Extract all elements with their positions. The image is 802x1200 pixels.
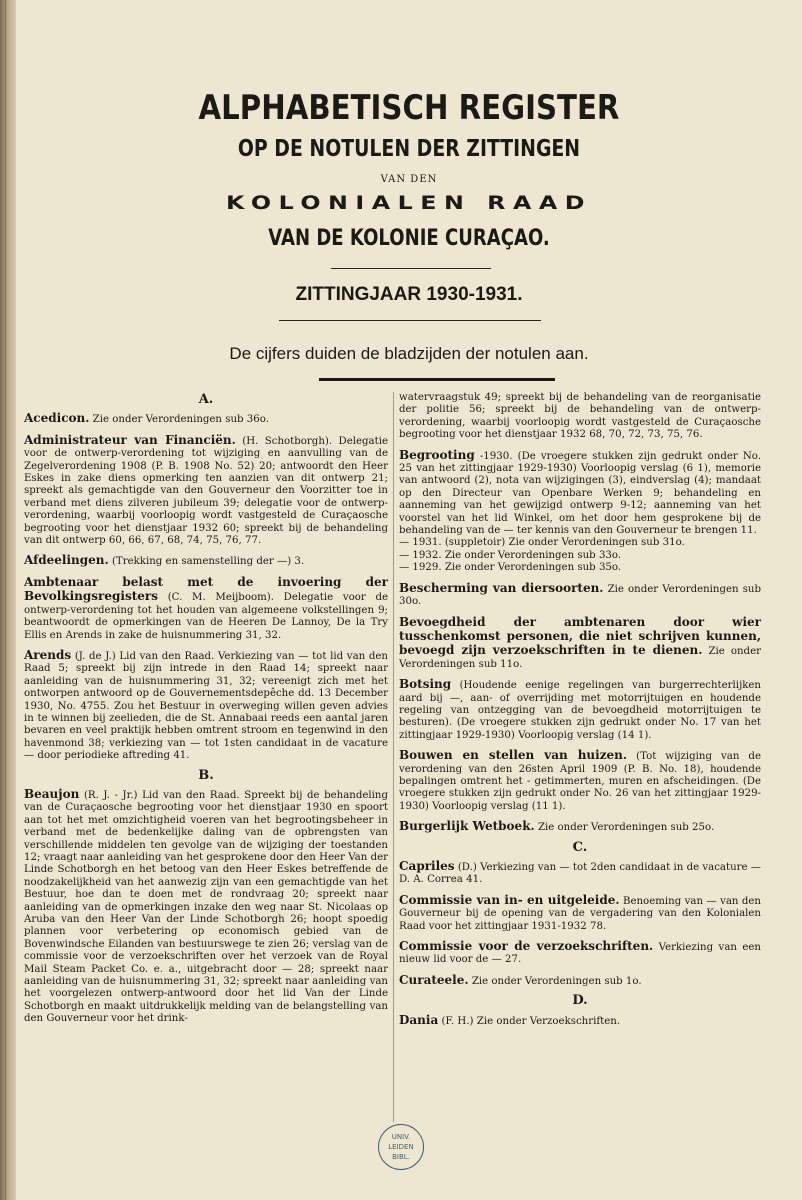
entry-term: Bouwen en stellen van huizen.	[399, 748, 628, 763]
colony-name: VAN DE KOLONIE CURAÇAO.	[268, 226, 550, 251]
stamp-line-1: UNIV.	[391, 1133, 411, 1141]
entry-text: (D.) Verkiezing van — tot 2den candidaat in de vacature — D. A. Correa 41.	[399, 862, 761, 886]
entry-text: (Houdende eenige regelingen van burgerrechterlijken aard bij —, aan- of overrijding met motorrijtuigen en houdende regeling van ontzegging van de bevoegdheid motorrijtuigen te besturen). (De vroegere stukken zijn gedrukt onder No. 17 van het zittingjaar 1929-1930) Voorloopig verslag (14 1).	[399, 680, 761, 741]
entry-term: Acedicon.	[24, 411, 90, 426]
section-letter-b: B.	[198, 767, 214, 783]
entry-text: (C. M. Meijboom). Delegatie voor de ontwerp-verordening tot het houden van algemeene volkstellingen 9; beantwoordt de opmerkingen van de Heeren De Lannoy, De la Try Ellis en Arends in zake de huisnummering 31, 32.	[24, 592, 388, 641]
entry-bescherming	[399, 582, 761, 609]
book-spine	[0, 0, 16, 1200]
entry-text: Zie onder Verordeningen sub 36o.	[92, 414, 269, 426]
entry-text: (Tot wijziging van de verordening van den 26sten April 1909 (P. B. No. 18), houdende bepalingen omtrent het - getimmerten, muren en afscheidingen. (De vroegere stukken zijn gedrukt onder No. 26 van het zittingjaar 1929-1930) Voorloopig verslag (11 1).	[399, 751, 761, 812]
entry-text: Zie onder Verordeningen sub 30o.	[399, 583, 762, 608]
document-page	[16, 0, 802, 1200]
entry-bevoegdheid	[399, 616, 761, 672]
entry-text: Benoeming van — van den Gouverneur bij de opening van de vergadering van den Kolonialen Raad voor het zittingjaar 1931-1932 78.	[399, 895, 761, 932]
entry-term: Bevoegdheid der ambtenaren door wier tusschenkomst personen, die niet schrijven kunnen, bevoegd zijn verzoekschriften in te dienen.	[399, 614, 761, 658]
entry-text: Zie onder Verordeningen sub 25o.	[537, 822, 715, 834]
entry-text: Zie onder Verordeningen sub 1o.	[471, 975, 642, 987]
entry-term: Administrateur van Financiën.	[24, 432, 236, 447]
entry-dania	[399, 1014, 761, 1028]
page-note: De cijfers duiden de bladzijden der notulen aan.	[229, 344, 589, 363]
register-subtitle: OP DE NOTULEN DER ZITTINGEN	[237, 136, 581, 162]
entry-arends	[24, 649, 388, 763]
entry-commissie-verzoekschriften	[399, 940, 761, 967]
spine-line	[5, 0, 6, 1200]
title-divider	[331, 268, 491, 269]
entry-subline: — 1932. Zie onder Verordeningen sub 33o.	[399, 549, 622, 561]
entry-term: Commissie voor de verzoekschriften.	[399, 939, 654, 954]
entry-text: watervraagstuk 49; spreekt bij de behandeling van de reorganisatie der politie 56; spreekt bij de behandeling van de ontwerp-verordening, waarbij voorloopig wordt vastgesteld de Curaçaosche begrooting voor het dienstjaar 1932 68, 70, 72, 73, 75, 76.	[399, 392, 761, 441]
entry-text: Verkiezing van een nieuw lid voor de — 27.	[399, 942, 761, 966]
entry-capriles	[399, 860, 761, 887]
entry-term: Afdeelingen.	[24, 553, 109, 568]
stamp-line-3: BIBL.	[392, 1153, 410, 1161]
right-column	[399, 392, 761, 1035]
entry-term: Bescherming van diersoorten.	[399, 580, 604, 595]
session-year: ZITTINGJAAR 1930-1931.	[295, 284, 523, 305]
entry-term: Curateele.	[399, 972, 469, 987]
year-divider	[279, 320, 541, 321]
entry-text: (J. de J.) Lid van den Raad. Verkiezing van — tot lid van den Raad 5; spreekt bij zijn intrede in den Raad 14; spreekt naar aanleiding van de huisnummering 31, 32; vereenigt zich met het ontworpen antwoord op de Gouvernementsdepêche dd. 13 December 1930, No. 4755. Zou het Bestuur in overweging willen geven advies in te winnen bij zeelieden, die de St. Annabaai reeds een aantal jaren bevaren en veel praktijk hebben omtrent stroom en tegenwind in den havenmond 38; verkiezing van — tot 1sten candidaat in de vacature — door periodieke aftreding 41.	[24, 650, 388, 762]
van-den-line: VAN DEN	[380, 174, 438, 185]
section-letter-a: A.	[198, 392, 214, 407]
section-letter-c: C.	[572, 839, 588, 855]
entry-acedicon	[24, 412, 388, 426]
entry-term: Capriles	[399, 859, 455, 873]
entry-term: Dania	[399, 1012, 439, 1027]
entry-text: Zie onder Verordeningen sub 11o.	[399, 646, 761, 670]
entry-term: Beaujon	[24, 786, 80, 801]
entry-text: (Trekking en samenstelling der —) 3.	[111, 556, 305, 568]
entry-text: (R. J. - Jr.) Lid van den Raad. Spreekt bij de behandeling van de Curaçaosche begrooting voor het dienstjaar 1930 en spoort aan tot het met omzichtigheid voeren van het begrootingsbeheer in verband met de bedenkelijke daling van de opbrengsten van verschillende middelen ten gevolge van de wijziging der toestanden 12; vraagt naar aanleiding van het gesprokene door den Heer Van der Linde Schotborgh en het betoog van den Heer Eskes betreffende de noodzakelijkheid van het aanwezig zijn van een gemachtigde van het Bestuur, hoe dan te doen met de rondvraag 20; spreekt naar aanleiding van de opmerkingen inzake den weg naar St. Nicolaas op Aruba van den Heer Van der Linde Schotborgh 26; hoopt spoedig plannen voor verbetering op economisch gebied van de Bovenwindsche Eilanden van bestuurswege te zien 26; verslag van de commissie voor de verzoekschriften over het verzoek van de Royal Mail Steam Packet Co. e. a., uitgebracht door — 28; spreekt naar aanleiding van de huisnummering 31, 32; spreekt naar aanleiding van het voorgelezen ontwerp-antwoord door het lid Van der Linde Schotborgh en maakt uitdrukkelijk melding van de belangstelling van den Gouverneur voor het drink-	[24, 789, 388, 1025]
entry-text: (F. H.) Zie onder Verzoekschriften.	[441, 1015, 621, 1027]
register-title: ALPHABETISCH REGISTER	[198, 88, 620, 128]
entry-commissie-uitgeleide	[399, 894, 761, 933]
entry-term: Commissie van in- en uitgeleide.	[399, 892, 620, 907]
library-stamp	[378, 1124, 424, 1170]
entry-burgerlijk	[399, 820, 761, 834]
section-letter-d: D.	[572, 993, 588, 1009]
entry-subline: — 1929. Zie onder Verordeningen sub 35o.	[399, 562, 622, 574]
entry-term: Arends	[24, 647, 72, 662]
council-name: KOLONIALEN RAAD	[226, 192, 592, 214]
entry-text: -1930. (De vroegere stukken zijn gedrukt onder No. 25 van het zittingjaar 1929-1930) Voorloopig verslag (6 1), memorie van antwoord (2), nota van wijzigingen (3), eindverslag (4); mandaat op den Directeur van Openbare Werken 9; behandeling en aanneming van het gewijzigd ontwerp 9-12; aanneming van het voorstel van het lid Winkel, om het door hem gesprokene bij de behandeling van de — ter kennis van den Gouverneur te brengen 11.	[399, 450, 761, 537]
entry-term: Ambtenaar belast met de invoering der Bevolkingsregisters	[24, 574, 388, 604]
entry-afdeelingen	[24, 554, 388, 568]
entry-begrooting	[399, 449, 761, 575]
entry-bouwen	[399, 749, 761, 813]
entry-administrateur	[24, 434, 388, 548]
stamp-line-2: LEIDEN	[388, 1143, 414, 1151]
entry-term: Burgerlijk Wetboek.	[399, 819, 535, 834]
entry-text: (H. Schotborgh). Delegatie voor de ontwerp-verordening tot wijziging en aanvulling van de Zegelverordening 1908 (P. B. 1908 No. 52) 20; antwoordt den Heer Eskes in zake diens opmerking ten aanzien van dit ontwerp 21; spreekt als gemachtigde van den Gouverneur den Voorzitter toe in verband met diens zilveren jubileum 39; delegatie voor de ontwerp-verordening, waarbij voorloopig wordt vastgesteld de Curaçaosche begrooting voor het dienstjaar 1932 60; spreekt bij de behandeling van dit ontwerp 60, 66, 67, 68, 74, 75, 76, 77.	[24, 435, 388, 547]
entry-term: Begrooting	[399, 447, 475, 462]
left-column	[24, 392, 388, 1033]
entry-beaujon-continued	[399, 392, 761, 442]
entry-term: Botsing	[399, 677, 452, 692]
entry-subline: — 1931. (suppletoir) Zie onder Verordeningen sub 31o.	[399, 537, 685, 549]
note-divider	[319, 378, 555, 381]
entry-botsing	[399, 678, 761, 742]
entry-ambtenaar	[24, 576, 388, 642]
column-divider	[393, 392, 394, 1122]
entry-beaujon	[24, 788, 388, 1026]
entry-curateele	[399, 974, 761, 988]
